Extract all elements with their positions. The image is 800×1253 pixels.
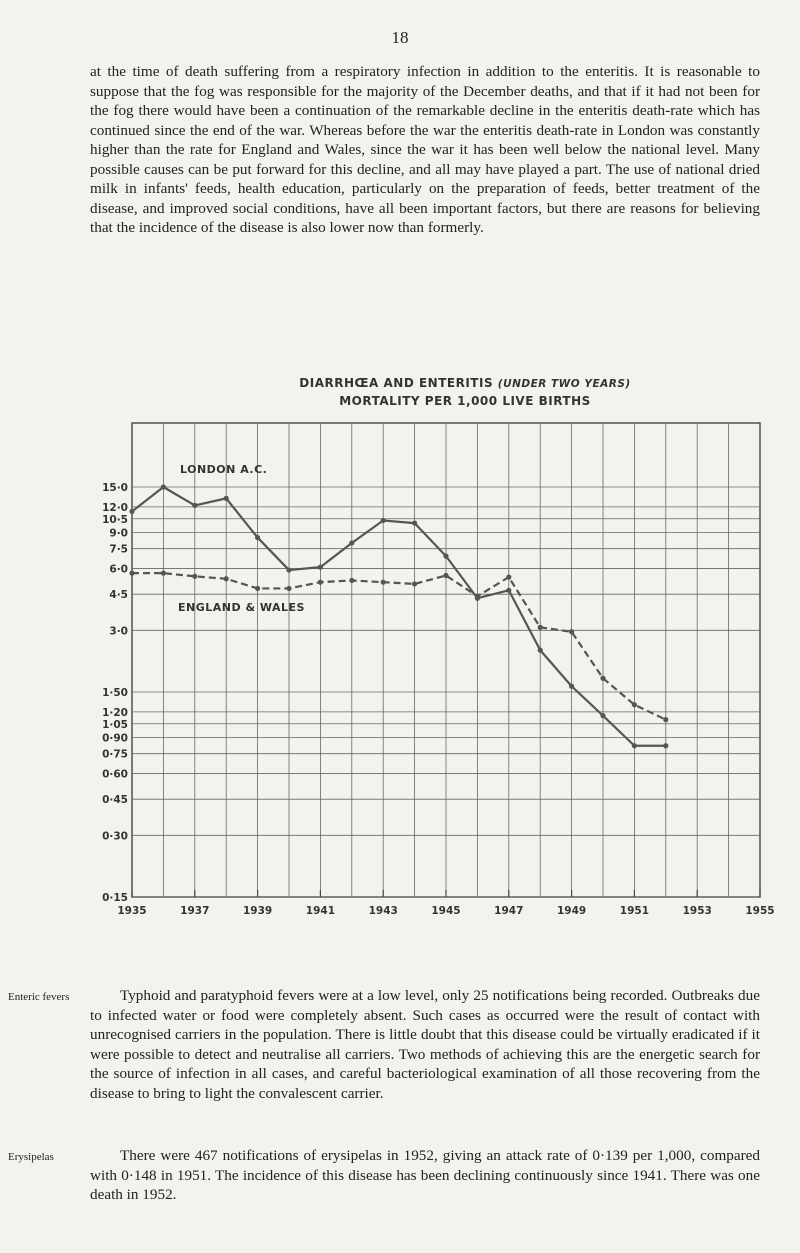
data-point: [349, 540, 354, 545]
chart-title-note: (UNDER TWO YEARS): [497, 378, 631, 390]
data-point: [129, 509, 134, 514]
data-point: [475, 594, 480, 599]
x-tick-label: 1939: [242, 905, 273, 917]
data-point: [381, 580, 386, 585]
data-point: [632, 702, 637, 707]
paragraph-enteric-fevers: Typhoid and paratyphoid fevers were at a low level, only 25 notifications being recorded. Outbreaks due to infected water or food were completely absent. Such cases as occurred were the result of contact with unrecognised carriers in the population. There is little doubt that this disease could be virtually eradicated if it were possible to detect and neutralise all carriers. Two methods of achieving this are the energetic search for the source of infection in all cases, and careful bacteriological examination of all those recovering from the disease to bring to light the convalescent carrier.: [90, 987, 760, 1102]
data-point: [161, 571, 166, 576]
x-tick-label: 1935: [117, 905, 147, 917]
data-point: [318, 565, 323, 570]
y-tick-label: 0·15: [102, 892, 128, 904]
y-tick-label: 3·0: [109, 625, 128, 638]
data-point: [600, 676, 605, 681]
chart-title: [299, 376, 630, 390]
y-tick-label: 4·5: [109, 589, 128, 602]
x-tick-label: 1941: [305, 905, 336, 917]
data-point: [663, 743, 668, 748]
x-axis-ticks: [117, 890, 774, 917]
data-point: [538, 625, 543, 630]
data-point: [129, 571, 134, 576]
data-point: [600, 713, 605, 718]
y-tick-label: 0·90: [102, 732, 128, 745]
series-line-london: [132, 487, 666, 746]
y-tick-label: 15·0: [102, 482, 128, 494]
data-point: [632, 743, 637, 748]
data-point: [192, 574, 197, 579]
y-tick-label: 0·60: [102, 768, 128, 781]
data-point: [381, 518, 386, 523]
x-tick-label: 1949: [556, 905, 587, 917]
data-point: [286, 586, 291, 591]
data-point: [255, 586, 260, 591]
chart-series: [129, 484, 668, 748]
data-point: [443, 573, 448, 578]
data-point: [349, 578, 354, 583]
x-tick-label: 1937: [180, 905, 210, 917]
data-point: [286, 567, 291, 572]
margin-note-enteric: Enteric fevers: [8, 991, 70, 1003]
chart-title-main: DIARRHŒA AND ENTERITIS: [299, 376, 494, 390]
data-point: [569, 629, 574, 634]
y-tick-label: 7·5: [109, 543, 128, 556]
margin-note-erysipelas: Erysipelas: [8, 1151, 54, 1163]
data-point: [538, 648, 543, 653]
chart-grid: [132, 423, 760, 897]
mortality-chart: [100, 375, 780, 925]
data-point: [318, 580, 323, 585]
data-point: [506, 575, 511, 580]
data-point: [443, 554, 448, 559]
data-point: [161, 484, 166, 489]
y-axis-ticks: [102, 482, 128, 904]
x-tick-label: 1953: [682, 905, 712, 917]
y-tick-label: 0·30: [102, 830, 128, 843]
paragraph-erysipelas: There were 467 notifications of erysipelas in 1952, giving an attack rate of 0·139 per 1,000, compared with 0·148 in 1951. The incidence of this disease has been declining continuously since 1941. There was one death in 1952.: [90, 1147, 760, 1203]
paragraph-fog-enteritis: at the time of death suffering from a respiratory infection in addition to the enteritis. It is reasonable to suppose that the fog was responsible for the majority of the December deaths, and that if it had not been for the fog there would have been a continuation of the remarkable decline in the enteritis death-rate which has continued since the end of the war. Whereas before the war the enteritis death-rate in London was constantly higher than the rate for England and Wales, since the war it has been well below the national level. Many possible causes can be put forward for this decline, and all may have played a part. The use of national dried milk in infants' feeds, health education, particularly on the preparation of feeds, better treatment of the disease, and improved social conditions, have all been important factors, but there are reasons for believing that the incidence of the disease is also lower now than formerly.: [90, 63, 760, 236]
data-point: [224, 576, 229, 581]
series-label-london: LONDON A.C.: [180, 463, 268, 476]
chart-subtitle: MORTALITY PER 1,000 LIVE BIRTHS: [339, 394, 591, 408]
x-tick-label: 1945: [431, 905, 461, 917]
y-tick-label: 10·5: [102, 513, 128, 526]
x-tick-label: 1947: [494, 905, 524, 917]
series-label-england-wales: ENGLAND & WALES: [178, 601, 305, 614]
series-line-england-wales: [132, 573, 666, 719]
x-tick-label: 1955: [745, 905, 775, 917]
data-point: [663, 717, 668, 722]
y-tick-label: 0·75: [102, 748, 128, 761]
data-point: [255, 535, 260, 540]
y-tick-label: 9·0: [109, 527, 128, 540]
data-point: [224, 496, 229, 501]
data-point: [569, 684, 574, 689]
page-number: 18: [391, 28, 409, 47]
data-point: [412, 520, 417, 525]
y-tick-label: 12·0: [102, 501, 128, 514]
data-point: [192, 503, 197, 508]
data-point: [506, 588, 511, 593]
y-tick-label: 6·0: [109, 563, 128, 576]
y-tick-label: 1·50: [102, 687, 128, 699]
x-tick-label: 1943: [368, 905, 398, 917]
y-tick-label: 0·45: [102, 794, 128, 807]
data-point: [412, 581, 417, 586]
y-tick-label: 1·05: [102, 718, 128, 731]
x-tick-label: 1951: [619, 905, 650, 917]
y-tick-label: 1·20: [102, 706, 128, 719]
